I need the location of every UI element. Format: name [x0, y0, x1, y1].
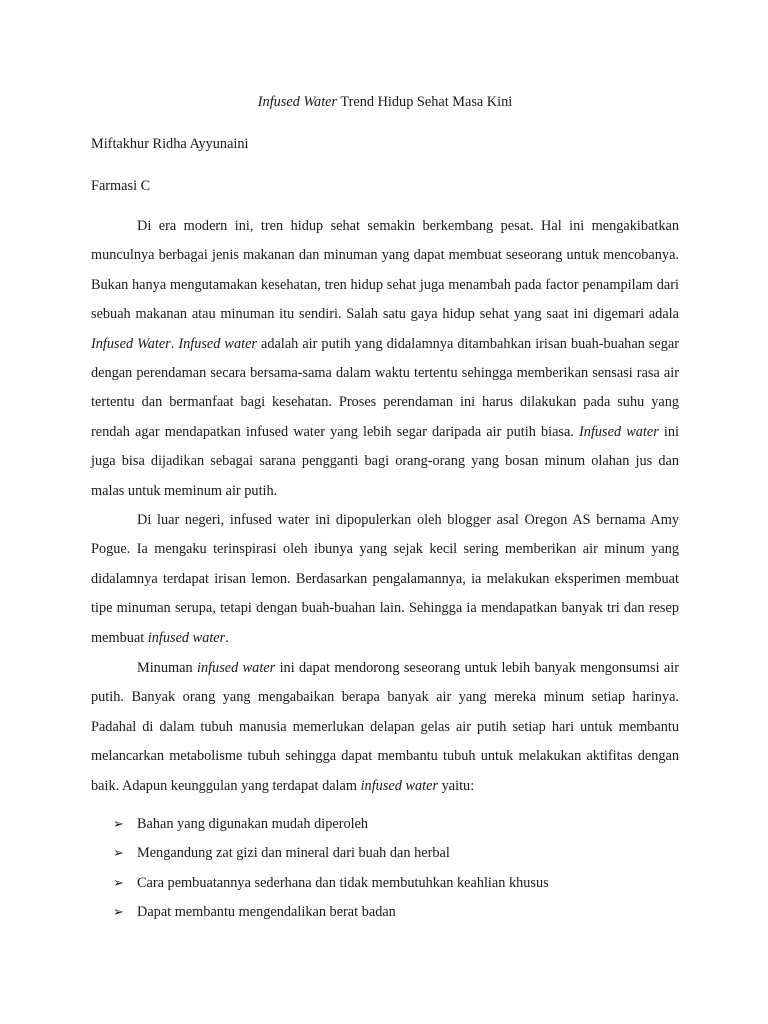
paragraph-italic-term: infused water: [360, 777, 439, 794]
title-italic: Infused Water: [257, 94, 338, 110]
paragraph-benefits: [91, 654, 679, 801]
paragraph-italic-term: infused water: [147, 629, 226, 646]
paragraph-italic-term: Infused water: [579, 423, 659, 440]
paragraph-text: yaitu:: [438, 777, 475, 794]
paragraph-text: ini juga bisa dijadikan sebagai sarana pengganti bagi orang-orang yang bosan minum olahan jus dan malas untuk meminum air putih.: [91, 423, 679, 499]
paragraph-intro: [91, 212, 679, 506]
title-rest: Trend Hidup Sehat Masa Kini: [337, 94, 513, 110]
list-item: [113, 898, 549, 927]
paragraph-text: adalah air putih yang didalamnya ditambahkan irisan buah-buahan segar dengan perendaman secara bersama-sama dalam waktu tertentu sehingga memberikan sensasi rasa air tertentu dan bermanfaat bagi kesehatan. Proses perendaman ini harus dilakukan pada suhu yang rendah agar mendapatkan infused water yang lebih segar daripada air putih biasa.: [91, 335, 679, 440]
paragraph-text: Minuman: [137, 660, 197, 676]
advantages-list: [113, 810, 549, 927]
list-item-text: Mengandung zat gizi dan mineral dari buah dan herbal: [137, 845, 450, 862]
author-name: Miftakhur Ridha Ayyunaini: [91, 136, 249, 152]
arrow-bullet-icon: ➢: [113, 817, 124, 832]
paragraph-italic-term: Infused Water: [91, 335, 171, 352]
paragraph-italic-term: infused water: [196, 660, 276, 676]
list-item: [113, 869, 549, 898]
list-item: [113, 839, 549, 868]
list-item-text: Dapat membantu mengendalikan berat badan: [137, 903, 396, 920]
list-item-text: Bahan yang digunakan mudah diperoleh: [137, 816, 369, 832]
arrow-bullet-icon: ➢: [113, 875, 124, 891]
paragraph-text: Di luar negeri, infused water ini dipopulerkan oleh blogger asal Oregon AS bernama Amy Pogue. Ia mengaku terinspirasi oleh ibunya yang sejak kecil sering memberikan air minum yang didalamnya terdapat irisan lemon. Berdasarkan pengalamannya, ia melakukan eksperimen membuat tipe minuman serupa, tetapi dengan buah-buahan lain. Sehingga ia mendapatkan banyak tri dan resep membuat: [91, 512, 679, 646]
paragraph-text: .: [225, 629, 229, 646]
document-title: [91, 92, 679, 112]
arrow-bullet-icon: ➢: [113, 904, 124, 920]
class-name: Farmasi C: [91, 178, 151, 194]
list-item: [113, 810, 549, 839]
arrow-bullet-icon: ➢: [113, 846, 124, 862]
paragraph-origin: [91, 506, 679, 653]
paragraph-italic-term: Infused water: [178, 335, 257, 352]
paragraph-text: ini dapat mendorong seseorang untuk lebih banyak mengonsumsi air putih. Banyak orang yang mengabaikan berapa banyak air yang mereka minum setiap harinya. Padahal di dalam tubuh manusia memerlukan delapan gelas air putih setiap hari untuk membantu melancarkan metabolisme tubuh sehingga dapat membantu tubuh untuk melakukan aktifitas dengan baik. Adapun keunggulan yang terdapat dalam: [91, 660, 679, 794]
paragraph-text: .: [170, 335, 179, 352]
list-item-text: Cara pembuatannya sederhana dan tidak membutuhkan keahlian khusus: [137, 874, 549, 891]
paragraph-text: Di era modern ini, tren hidup sehat semakin berkembang pesat. Hal ini mengakibatkan munculnya berbagai jenis makanan dan minuman yang dapat membuat seseorang untuk mencobanya. Bukan hanya mengutamakan kesehatan, tren hidup sehat juga menambah pada factor penampilam dari sebuah makanan atau minuman itu sendiri. Salah satu gaya hidup sehat yang saat ini digemari adala: [91, 218, 679, 323]
